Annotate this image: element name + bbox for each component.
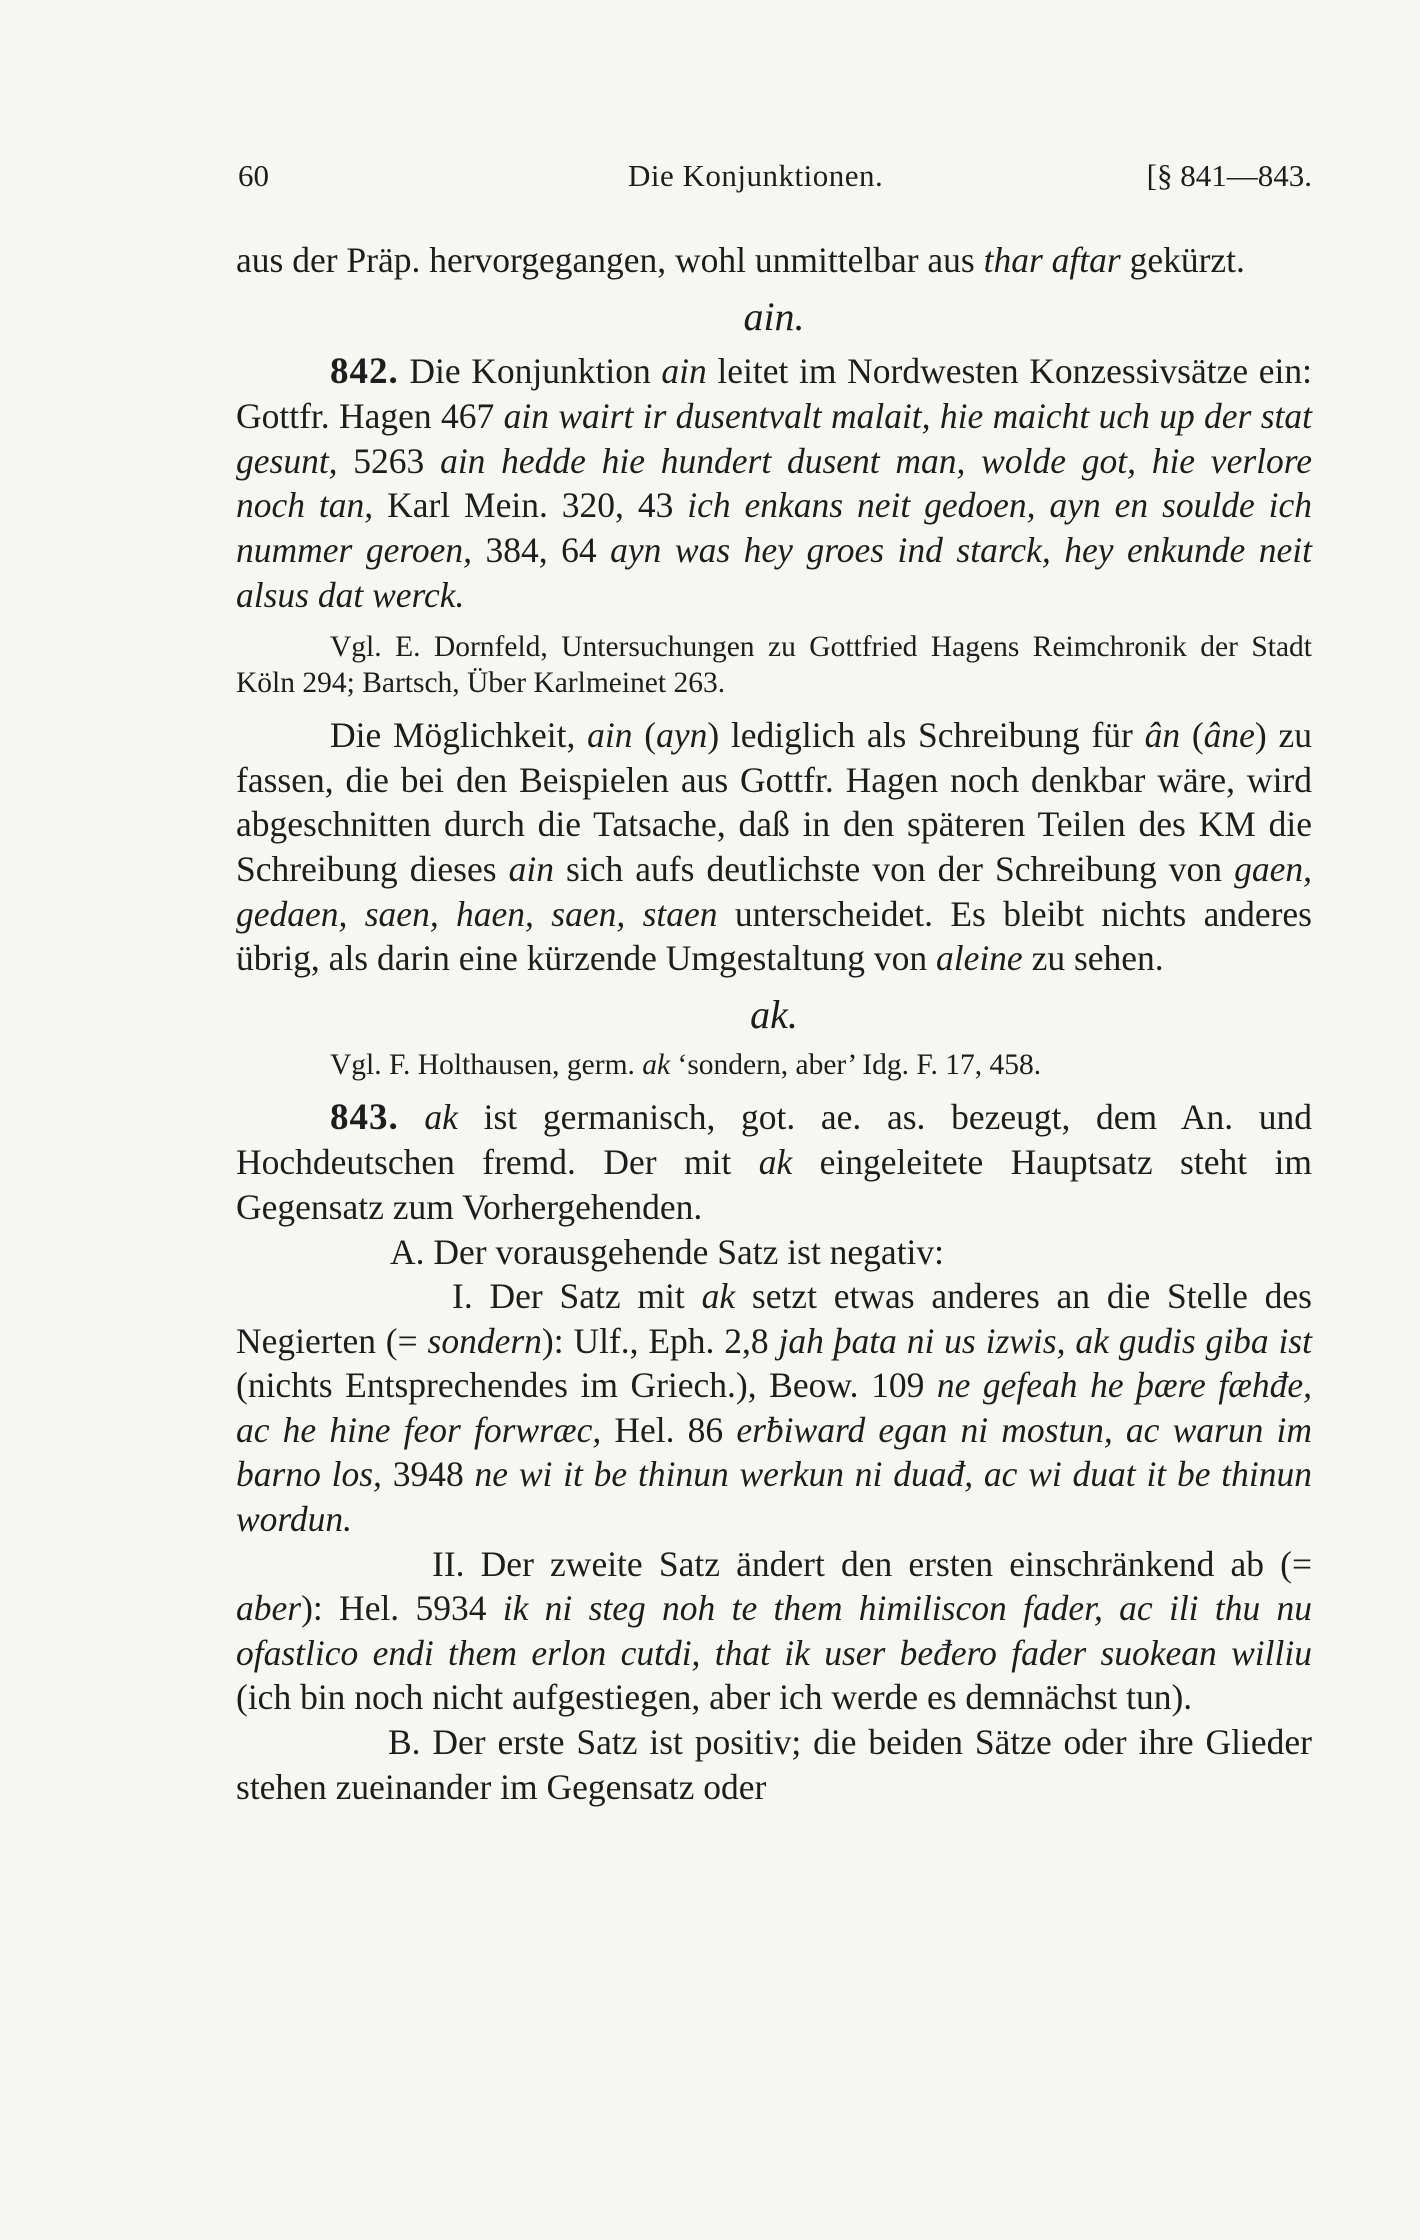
page-number: 60: [238, 158, 269, 193]
paragraph-discussion: Die Möglichkeit, ain (ayn) lediglich als Schreibung für ân (âne) zu fassen, die bei den Beispielen aus Gottfr. Hagen noch denkbar wäre, wird abgeschnitten durch die Tatsache, daß in den späteren Teilen des KM die Schreibung dieses ain sich aufs deutlichste von der Schreibung von gaen, gedaen, saen, haen, saen, staen unterscheidet. Es bleibt nichts anderes übrig, als darin eine kürzende Umgestaltung von aleine zu sehen.: [236, 715, 1312, 979]
section-number: 842.: [330, 350, 399, 392]
reference-note: Vgl. E. Dornfeld, Untersuchungen zu Gottfried Hagens Reimchronik der Stadt Köln 294; Bartsch, Über Karlmeinet 263.: [236, 631, 1312, 700]
section-842: 842. Die Konjunktion ain leitet im Nordwesten Konzessivsätze ein: Gottfr. Hagen 467 ain wairt ir dusentvalt malait, hie maicht uch up der stat gesunt, 5263 ain hedde hie hundert dusent man, wolde got, hie verlore noch tan, Karl Mein. 320, 43 ich enkans neit gedoen, ayn en soulde ich nummer geroen, 384, 64 ayn was hey groes ind starck, hey enkunde neit alsus dat werck.: [236, 350, 1313, 615]
running-header: [238, 158, 1312, 204]
subsection-i: I. Der Satz mit ak setzt etwas anderes an die Stelle des Negierten (= sondern): Ulf., Eph. 2,8 jah þata ni us izwis, ak gudis giba ist (nichts Entsprechendes im Griech.), Beow. 109 ne gefeah he þære fæhđe, ac he hine feor forwræc, Hel. 86 erƀiward egan ni mostun, ac warun im barno los, 3948 ne wi it be thinun werkun ni duađ, ac wi duat it be thinun wordun.: [236, 1276, 1313, 1540]
subsection-a: A. Der vorausgehende Satz ist negativ:: [390, 1231, 945, 1272]
subsection-b: B. Der erste Satz ist positiv; die beiden Sätze oder ihre Glieder stehen zueinander im Gegensatz oder: [236, 1722, 1312, 1807]
section-range: [§ 841—843.: [1146, 158, 1312, 193]
body-text: [236, 238, 1312, 1809]
paragraph-continuation: aus der Präp. hervorgegangen, wohl unmittelbar aus thar aftar gekürzt.: [236, 240, 1245, 280]
section-843: 843. ak ist germanisch, got. ae. as. bezeugt, dem An. und Hochdeutschen fremd. Der mit ak eingeleitete Hauptsatz steht im Gegensatz zum Vorhergehenden.: [236, 1096, 1312, 1227]
heading-ain: ain.: [743, 293, 805, 339]
running-title: Die Konjunktionen.: [628, 158, 884, 193]
section-number: 843.: [330, 1096, 399, 1138]
reference-note-ak: Vgl. F. Holthausen, germ. ak ‘sondern, aber’ Idg. F. 17, 458.: [330, 1048, 1042, 1081]
heading-ak: ak.: [750, 991, 798, 1037]
subsection-ii: II. Der zweite Satz ändert den ersten einschränkend ab (= aber): Hel. 5934 ik ni steg noh te them himiliscon fader, ac ili thu nu ofastlico endi them erlon cutdi, that ik user beđero fader suokean williu (ich bin noch nicht aufgestiegen, aber ich werde es demnächst tun).: [236, 1543, 1312, 1718]
